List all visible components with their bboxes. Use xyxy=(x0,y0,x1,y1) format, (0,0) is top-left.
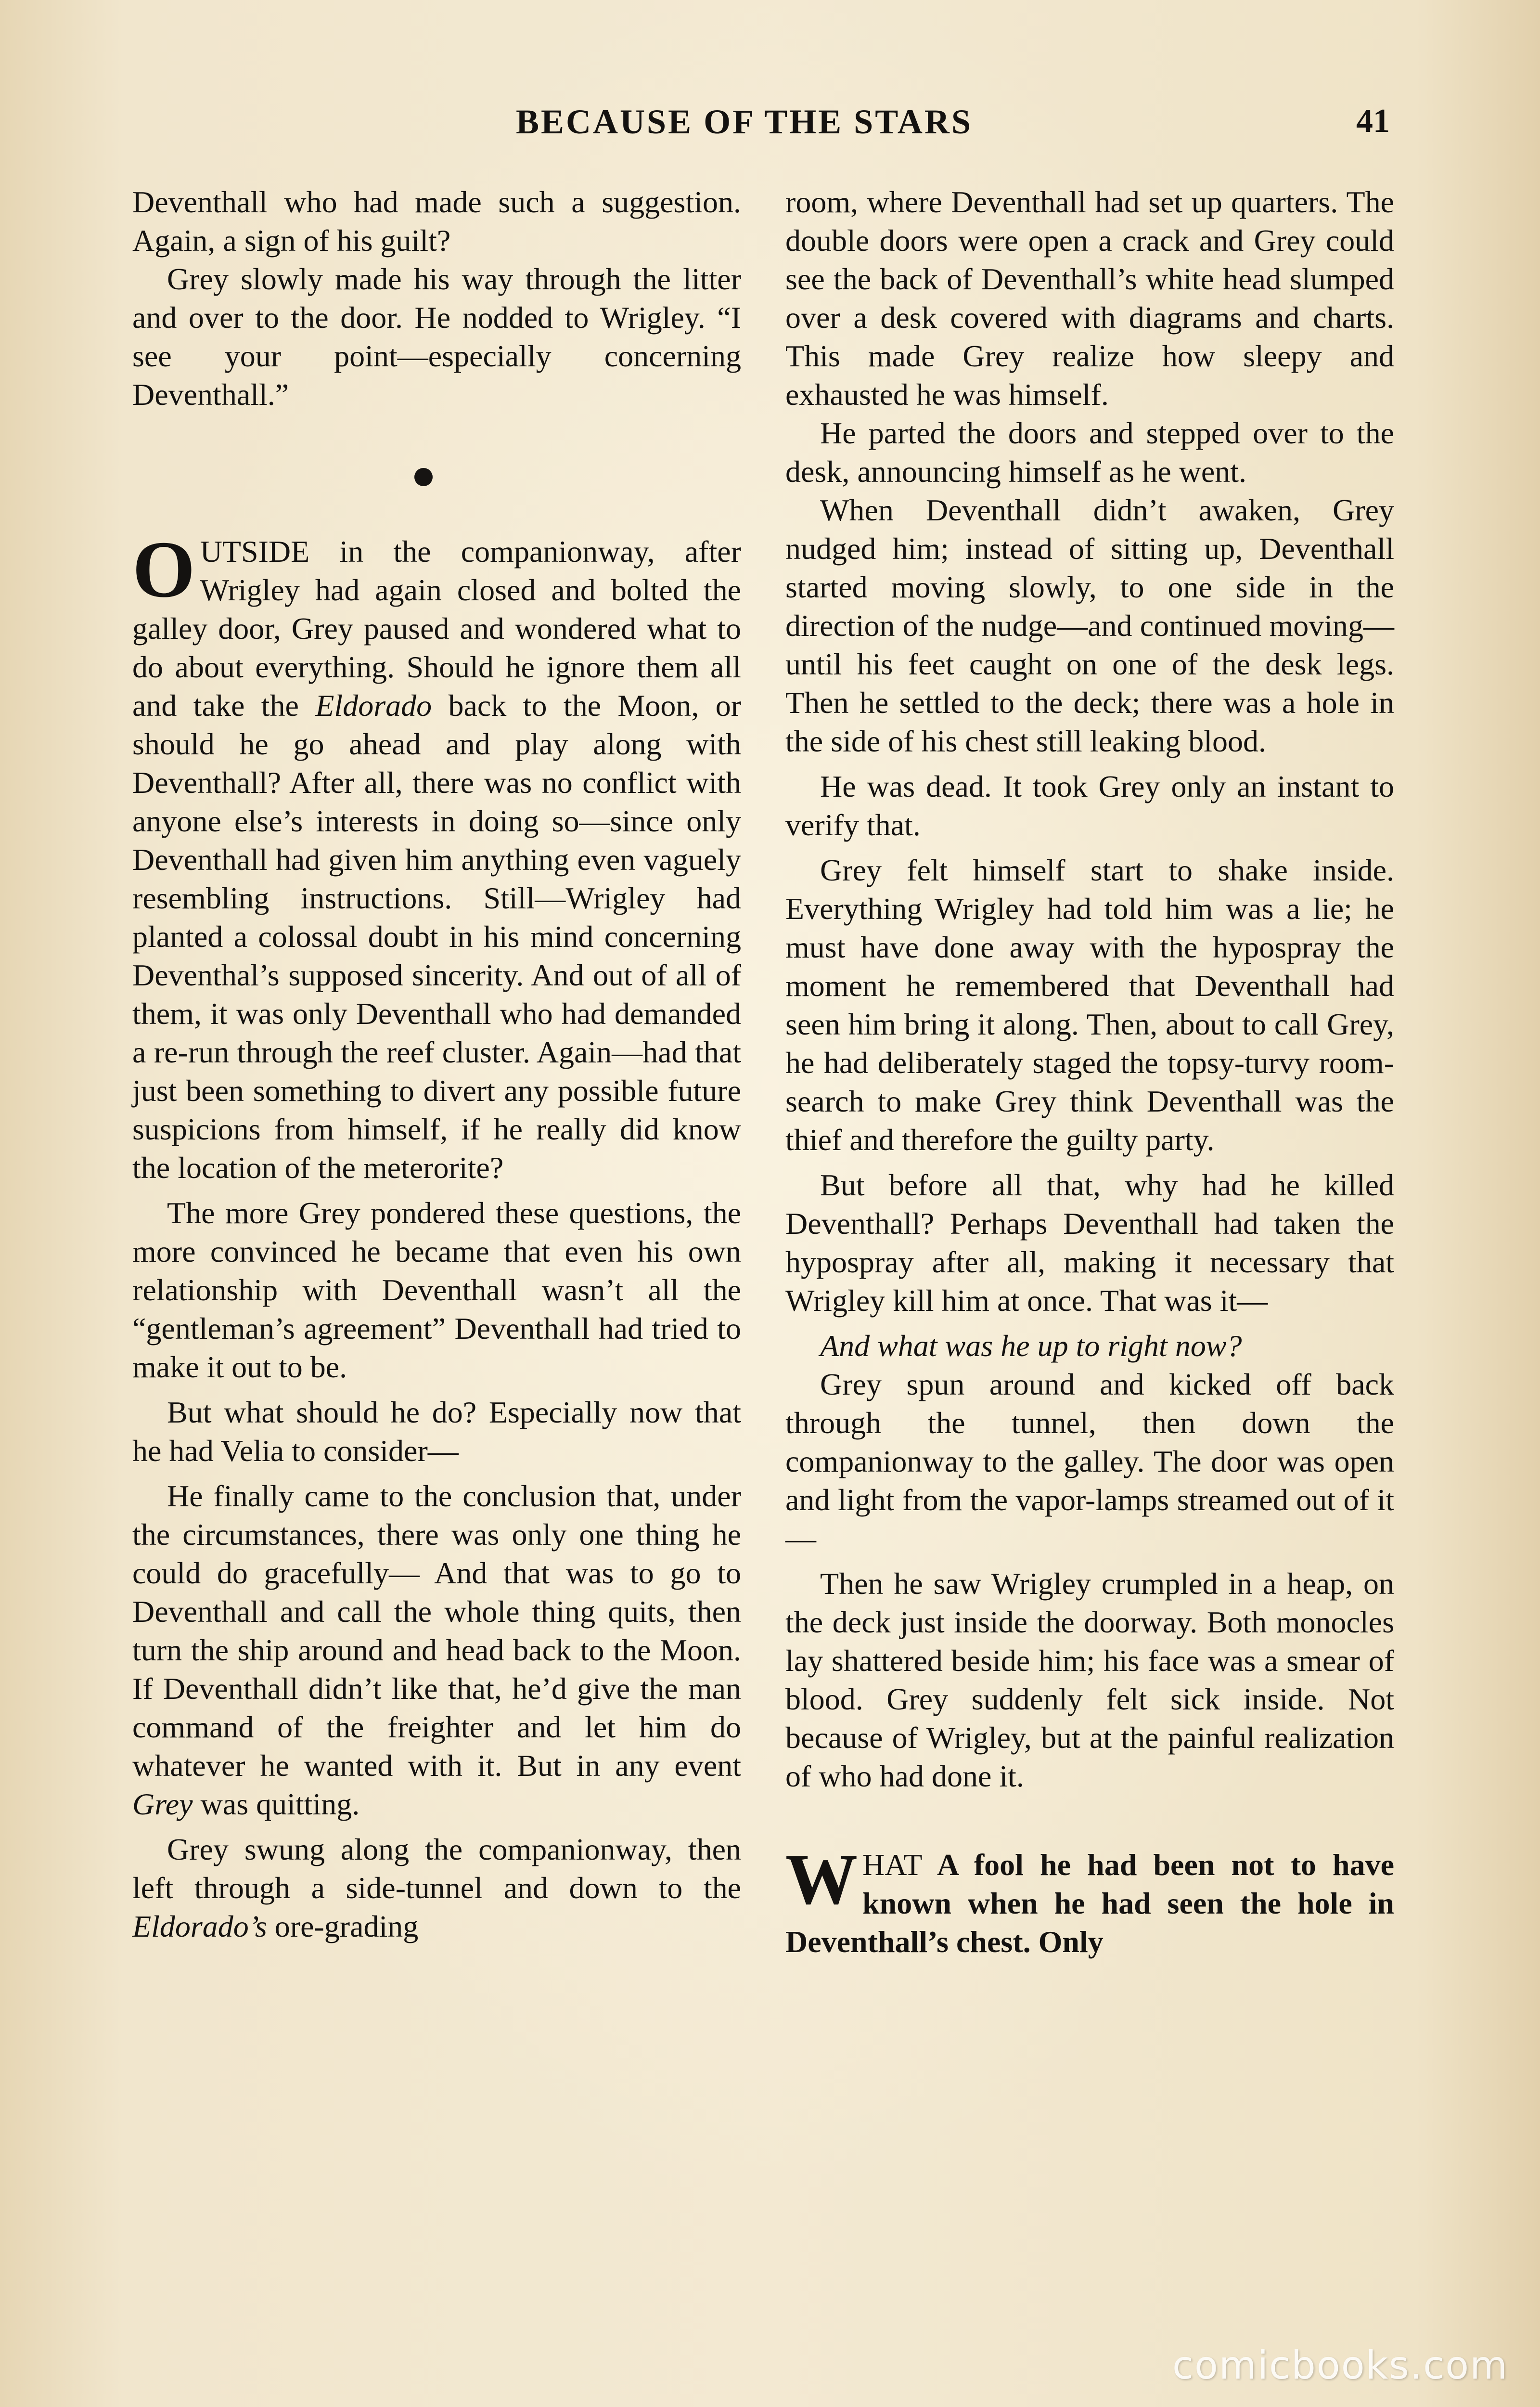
text-run: back to the Moon, or should he go ahead and play along with Deventhall? After all, there was no conflict with anyone else’s interests in doing so—since only Deventhall had given him anything even vaguely resembling instructions. Still—Wrigley had planted a colossal doubt in his mind concerning Deventhal’s supposed sincerity. And out of all of them, it was only Deventhall who had demanded a re-run through the reef cluster. Again—had that just been something to divert any possible future suspicions from himself, if he really did know the location of the meterorite? xyxy=(132,688,742,1185)
text-run: ore-grading xyxy=(267,1909,419,1943)
ship-name: Eldorado xyxy=(315,688,432,723)
paragraph: Grey felt himself start to shake inside. Everything Wrigley had told him was a lie; he must have done away with the hypospray the moment he remembered that Deventhall had seen him bring it along. Then, about to call Grey, he had deliberately staged the topsy-turvy room-search to make Grey think Deventhall was the thief and therefore the guilty party. xyxy=(785,853,1394,1157)
paragraph-italic: And what was he up to right now? xyxy=(820,1329,1242,1363)
paragraph-section-open xyxy=(785,1839,1394,1961)
paragraph xyxy=(132,1477,741,1824)
drop-cap: O xyxy=(132,525,195,614)
paragraph: Grey slowly made his way through the litter and over to the door. He nodded to Wrigley. “I see your point—especially concerning Deventhall.” xyxy=(132,262,741,412)
paragraph: But what should he do? Especially now that he had Velia to consider— xyxy=(132,1395,741,1468)
paragraph: The more Grey pondered these questions, the more convinced he became that even his own relationship with Deventhall wasn’t all the “gentleman’s agreement” Deventhall had tried to make it out to be. xyxy=(132,1196,741,1384)
paragraph: When Deventhall didn’t awaken, Grey nudged him; instead of sitting up, Deventhall started moving slowly, to one side in the direction of the nudge—and continued moving—until his feet caught on one of the desk legs. Then he settled to the deck; there was a hole in the side of his chest still leaking blood. xyxy=(785,493,1394,758)
paragraph: Deventhall who had made such a suggestion. Again, a sign of his guilt? xyxy=(132,185,741,258)
paragraph: But before all that, why had he killed Deventhall? Perhaps Deventhall had taken the hypospray after all, making it necessary that Wrigley kill him at once. That was it— xyxy=(785,1168,1394,1318)
drop-cap: W xyxy=(785,1839,858,1919)
paragraph: Grey spun around and kicked off back through the tunnel, then down the companionway to the galley. The door was open and light from the vapor-lamps streamed out of it— xyxy=(785,1367,1394,1555)
paragraph: room, where Deventhall had set up quarters. The double doors were open a crack and Grey could see the back of Deventhall’s white head slumped over a desk covered with diagrams and charts. This made Grey realize how sleepy and exhausted he was himself. xyxy=(785,185,1394,412)
right-column xyxy=(785,183,1394,1961)
ship-name: Eldorado’s xyxy=(132,1909,267,1943)
text-run: A fool he had been not to have known when he had seen the hole in Deventhall’s chest. Only xyxy=(785,1848,1394,1959)
left-column xyxy=(132,183,741,1946)
text-run: in the companionway, after Wrigley had again closed and bolted the galley door, Grey paused and wondered what to do about everything. Should he ignore them all and take the xyxy=(132,534,741,723)
text-run: was quitting. xyxy=(192,1787,360,1821)
paragraph: He was dead. It took Grey only an instant to verify that. xyxy=(785,769,1394,842)
paragraph-section-open xyxy=(132,525,742,1187)
text-run: Grey swung along the companionway, then left through a side-tunnel and down to the xyxy=(132,1832,741,1905)
paragraph: He parted the doors and stepped over to the desk, announcing himself as he went. xyxy=(785,416,1394,489)
paragraph: Then he saw Wrigley crumpled in a heap, on the deck just inside the doorway. Both monocles lay shattered beside him; his face was a smear of blood. Grey suddenly felt sick inside. Not because of Wrigley, but at the painful realization of who had done it. xyxy=(785,1566,1394,1793)
watermark: comicbooks.com xyxy=(1172,2343,1508,2388)
lead-in-caps: UTSIDE xyxy=(200,534,310,569)
character-name: Grey xyxy=(132,1787,193,1821)
paragraph xyxy=(132,1830,741,1946)
running-title: BECAUSE OF THE STARS xyxy=(516,103,973,141)
section-break-dot xyxy=(414,468,433,486)
text-run: He finally came to the conclusion that, under the circumstances, there was only one thing he could do gracefully— And that was to go to Deventhall and call the whole thing quits, then turn the ship around and head back to the Moon. If Deventhall didn’t like that, he’d give the man command of the freighter and let him do whatever he wanted with it. But in any event xyxy=(132,1479,741,1783)
page-number: 41 xyxy=(1356,103,1390,140)
lead-in-caps: HAT xyxy=(862,1848,923,1882)
